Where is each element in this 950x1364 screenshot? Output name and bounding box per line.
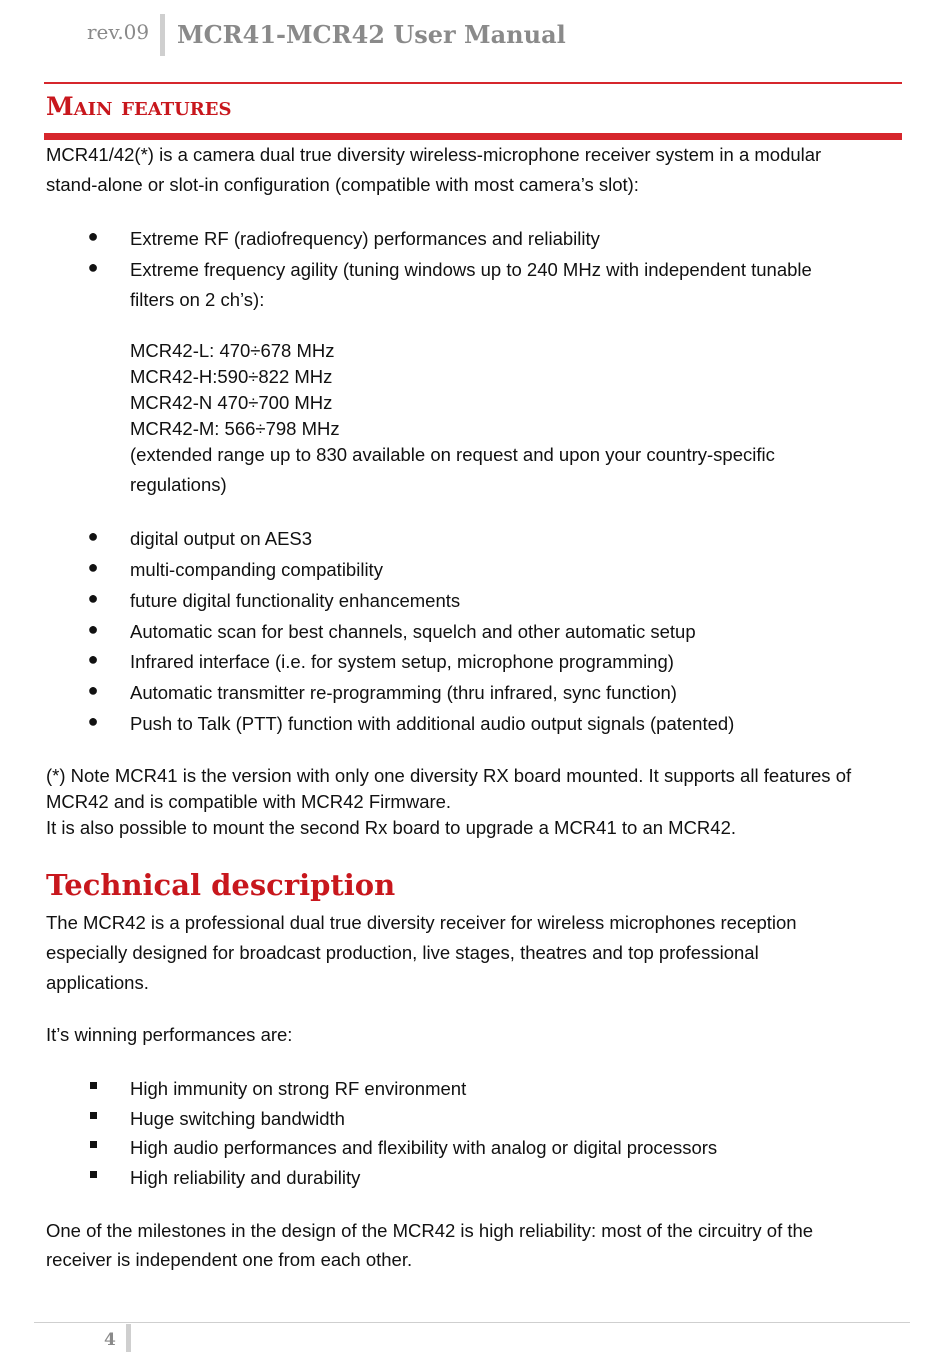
note-line: It is also possible to mount the second Rx board to upgrade a MCR41 to an MCR42.	[46, 817, 737, 838]
footer-rule	[34, 1322, 910, 1323]
square-bullet-icon	[90, 1141, 97, 1148]
heading-underline	[44, 133, 902, 140]
square-bullet-icon	[90, 1082, 97, 1089]
frequency-range: MCR42-H:590÷822 MHz	[130, 366, 333, 387]
page-number: 4	[104, 1330, 116, 1350]
section-heading-main-features: Main features	[46, 92, 232, 121]
list-item: Automatic transmitter re-programming (thru infrared, sync function)	[130, 682, 677, 703]
bullet-dot-icon: ●	[87, 257, 99, 277]
intro-line: stand-alone or slot-in configuration (compatible with most camera’s slot):	[46, 174, 639, 195]
list-item: digital output on AES3	[130, 528, 313, 549]
range-note: regulations)	[130, 474, 227, 495]
range-note: (extended range up to 830 available on request and upon your country-specific	[130, 444, 775, 465]
bullet-dot-icon: ●	[87, 711, 99, 731]
winning-performances-label: It’s winning performances are:	[46, 1024, 293, 1045]
list-item: Push to Talk (PTT) function with additional audio output signals (patented)	[130, 713, 735, 734]
frequency-range: MCR42-M: 566÷798 MHz	[130, 418, 340, 439]
list-item: High audio performances and flexibility with analog or digital processors	[130, 1137, 718, 1158]
list-item: Infrared interface (i.e. for system setup, microphone programming)	[130, 651, 674, 672]
list-item: High reliability and durability	[130, 1167, 361, 1188]
frequency-range: MCR42-N 470÷700 MHz	[130, 392, 333, 413]
header-divider	[160, 14, 165, 56]
square-bullet-icon	[90, 1112, 97, 1119]
footer-divider	[126, 1324, 131, 1352]
technical-intro-line: The MCR42 is a professional dual true diversity receiver for wireless microphones reception	[46, 912, 797, 933]
technical-intro-line: applications.	[46, 972, 149, 993]
header-rule	[44, 82, 902, 84]
note-line: (*) Note MCR41 is the version with only one diversity RX board mounted. It supports all features of	[46, 765, 852, 786]
list-item: Automatic scan for best channels, squelch and other automatic setup	[130, 621, 696, 642]
header-title: MCR41-MCR42 User Manual	[177, 20, 566, 49]
list-item: future digital functionality enhancements	[130, 590, 461, 611]
bullet-dot-icon: ●	[87, 526, 99, 546]
note-line: MCR42 and is compatible with MCR42 Firmware.	[46, 791, 452, 812]
header-revision: rev.09	[87, 20, 150, 44]
bullet-dot-icon: ●	[87, 619, 99, 639]
list-item: multi-companding compatibility	[130, 559, 383, 580]
list-item: Extreme RF (radiofrequency) performances and reliability	[130, 228, 600, 249]
square-bullet-icon	[90, 1171, 97, 1178]
list-item: Extreme frequency agility (tuning windows up to 240 MHz with independent tunable	[130, 259, 812, 280]
closing-line: receiver is independent one from each other.	[46, 1249, 413, 1270]
list-item: Huge switching bandwidth	[130, 1108, 345, 1129]
technical-intro-line: especially designed for broadcast production, live stages, theatres and top professional	[46, 942, 759, 963]
bullet-dot-icon: ●	[87, 588, 99, 608]
section-heading-technical-description: Technical description	[46, 868, 396, 902]
frequency-range: MCR42-L: 470÷678 MHz	[130, 340, 335, 361]
list-item: High immunity on strong RF environment	[130, 1078, 467, 1099]
bullet-dot-icon: ●	[87, 226, 99, 246]
bullet-dot-icon: ●	[87, 680, 99, 700]
list-item-continuation: filters on 2 ch’s):	[130, 289, 265, 310]
closing-line: One of the milestones in the design of the MCR42 is high reliability: most of the circuitry of the	[46, 1220, 814, 1241]
bullet-dot-icon: ●	[87, 557, 99, 577]
bullet-dot-icon: ●	[87, 649, 99, 669]
intro-line: MCR41/42(*) is a camera dual true diversity wireless-microphone receiver system in a modular	[46, 144, 822, 165]
